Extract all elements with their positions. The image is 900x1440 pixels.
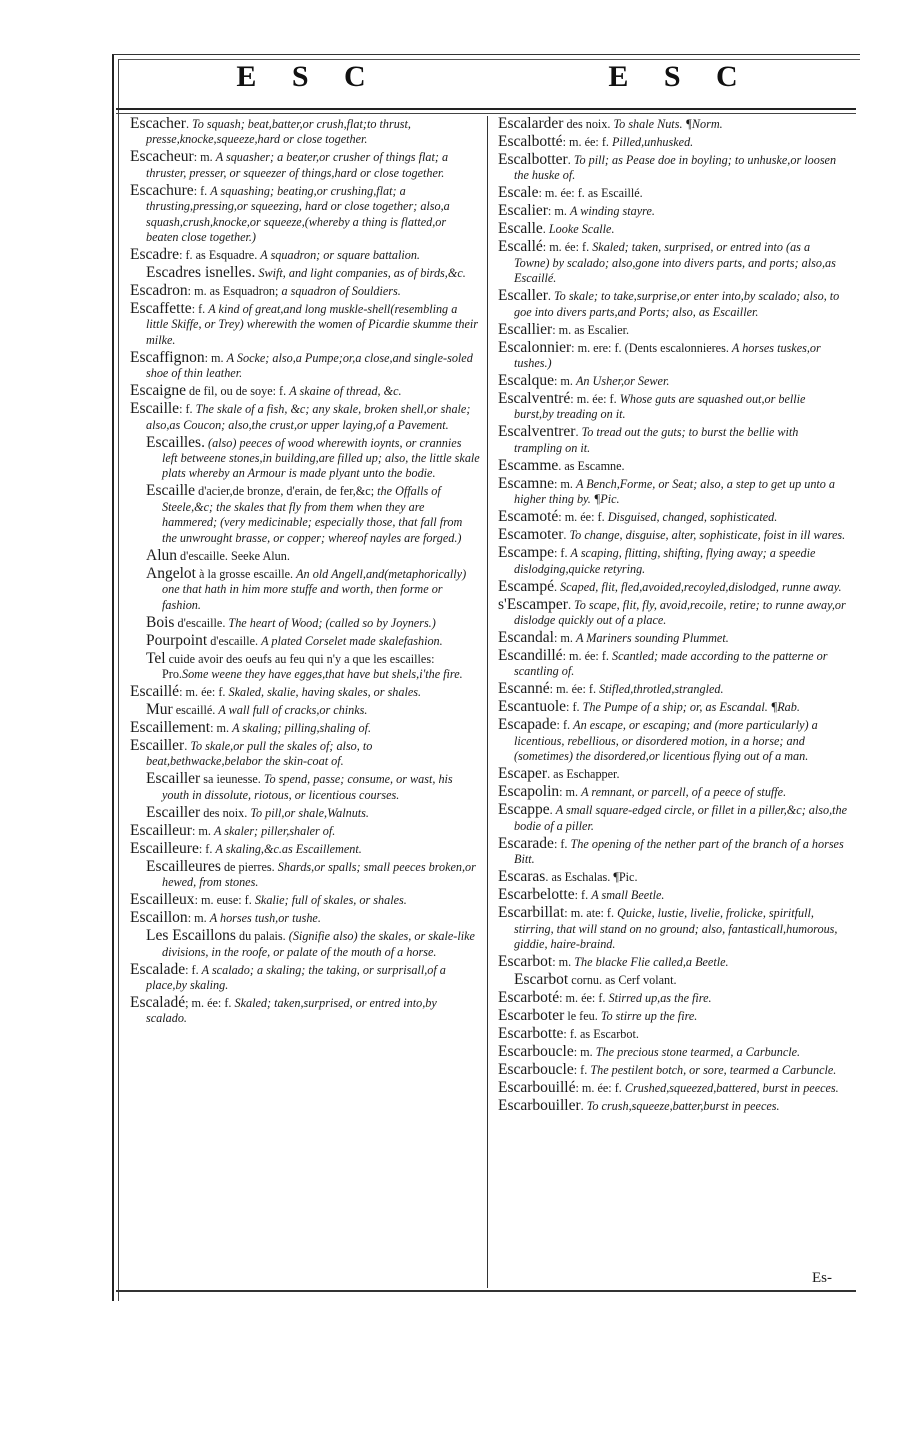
entry-headword: Escallier xyxy=(498,320,553,338)
entry-grammar: d'acier,de bronze, d'erain, de fer,&c; xyxy=(195,484,378,499)
dictionary-entry xyxy=(498,717,848,764)
dictionary-entry xyxy=(130,771,480,803)
entry-grammar: : m. ée: f. xyxy=(542,240,593,255)
entry-grammar: : f. xyxy=(185,962,202,977)
entry-gloss: The precious stone tearmed, a Carbuncle. xyxy=(595,1044,801,1059)
entry-gloss: (also) peeces of wood wherewith ioynts, or crannies left betweene stones,in building,are filled up; also, the little skale plats whereby an Armour is made plyant unto the bodie. xyxy=(162,435,480,481)
entry-gloss: A scalado; a skaling; the taking, or surprisall,of a place,by skaling. xyxy=(146,962,446,992)
entry-grammar: : m. xyxy=(210,720,233,735)
entry-gloss: Quicke, lustie, livelie, frolicke, spiritfull, stirring, that will stand on no ground; also, fantasticall,humorous, giddie, haire-braind. xyxy=(514,906,838,951)
entry-gloss: To shale Nuts. ¶Norm. xyxy=(613,117,723,131)
entry-gloss: a squadron of Souldiers. xyxy=(281,284,401,299)
entry-grammar: : m. xyxy=(547,204,570,219)
entry-gloss: A wall full of cracks,or chinks. xyxy=(218,702,368,717)
entry-grammar: des noix. xyxy=(563,117,614,131)
header-rule xyxy=(116,108,856,110)
entry-headword: Mur xyxy=(146,700,173,718)
entry-grammar: : m. ée: f. xyxy=(562,135,612,149)
entry-gloss: A Mariners sounding Plummet. xyxy=(575,631,729,646)
entry-grammar: à la grosse escaille. xyxy=(195,566,297,581)
dictionary-entry xyxy=(498,836,848,868)
entry-headword: Escamoté xyxy=(498,508,559,526)
dictionary-entry xyxy=(130,548,480,564)
entry-grammar: : m. ée: f. xyxy=(575,1080,625,1095)
entry-headword: Escalventré xyxy=(498,390,571,408)
entry-grammar: : m. xyxy=(573,1044,596,1059)
entry-headword: Escadres isnelles. xyxy=(146,264,256,282)
dictionary-entry xyxy=(498,476,848,508)
entry-grammar: . xyxy=(553,579,561,594)
dictionary-entry xyxy=(498,221,848,237)
entry-headword: Escarbillat xyxy=(498,904,565,922)
entry-headword: Escarbotte xyxy=(498,1024,564,1042)
entry-headword: Escailles. xyxy=(146,433,205,451)
dictionary-entry xyxy=(130,183,480,246)
entry-headword: Escarbot xyxy=(498,952,553,970)
entry-grammar: : m. xyxy=(552,954,575,969)
entry-grammar: d'escaille. xyxy=(207,633,262,648)
dictionary-entry xyxy=(130,566,480,613)
entry-headword: Escaper xyxy=(498,765,548,783)
entry-headword: Bois xyxy=(146,613,175,631)
entry-gloss: To pill,or shale,Walnuts. xyxy=(250,805,369,820)
dictionary-entry xyxy=(498,648,848,680)
entry-grammar: cuide avoir des oeufs au feu qui n'y a que les escailles: Pro. xyxy=(162,651,435,681)
entry-grammar: : m. euse: f. xyxy=(194,893,255,908)
dictionary-entry xyxy=(130,116,480,148)
dictionary-entry xyxy=(498,802,848,834)
entry-headword: Escapolin xyxy=(498,783,560,801)
dictionary-entry xyxy=(498,373,848,389)
entry-grammar: : f. xyxy=(574,888,592,903)
entry-gloss: To stirre up the fire. xyxy=(600,1008,698,1023)
dictionary-entry xyxy=(498,239,848,286)
entry-gloss: Skaled; taken,surprised, or entred into,by scalado. xyxy=(146,995,437,1026)
entry-gloss: the Offalls of Steele,&c; the skales that fly from them when they are hammered; (very medicinable; especially those, that fall from the unwrought brasse, or copper; whereof nayles are forged.) xyxy=(162,484,463,545)
entry-gloss: To squash; beat,batter,or crush,flat;to thrust, presse,knocke,squeeze,hard or close together. xyxy=(146,117,411,147)
entry-gloss: The pestilent botch, or sore, tearmed a Carbuncle. xyxy=(590,1062,837,1077)
dictionary-entry xyxy=(130,738,480,770)
dictionary-entry xyxy=(498,630,848,646)
entry-headword: Escampé xyxy=(498,577,554,595)
entry-grammar: . xyxy=(184,738,191,753)
dictionary-entry xyxy=(498,1008,848,1024)
entry-gloss: Pilled,unhusked. xyxy=(611,135,694,149)
entry-gloss: The heart of Wood; (called so by Joyners.) xyxy=(228,615,436,630)
entry-gloss: To tread out the guts; to burst the bellie with trampling on it. xyxy=(514,425,799,455)
dictionary-entry xyxy=(130,265,480,281)
entry-gloss: A skaling; pilling,shaling of. xyxy=(232,720,371,735)
entry-headword: Escampe xyxy=(498,544,554,562)
entry-gloss: Scaped, flit, fled,avoided,recoyled,dislodged, runne away. xyxy=(560,579,842,594)
entry-grammar: : m. ée: f. xyxy=(562,649,612,664)
entry-gloss: A squasher; a beater,or crusher of things flat; a thruster, presser, or squeezer of things,hard or close together. xyxy=(146,150,449,180)
entry-grammar: : m. ée: f. xyxy=(559,990,609,1005)
entry-gloss: A skaling,&c.as Escaillement. xyxy=(215,841,362,856)
dictionary-entry xyxy=(130,910,480,926)
entry-gloss: To pill; as Pease doe in boyling; to unhuske,or loosen the huske of. xyxy=(514,153,837,183)
entry-headword: Alun xyxy=(146,546,177,564)
entry-grammar: ; m. ée: f. xyxy=(185,995,235,1010)
dictionary-entry xyxy=(498,116,848,132)
dictionary-entry xyxy=(130,720,480,736)
entry-headword: Escaffette xyxy=(130,300,192,318)
dictionary-entry xyxy=(498,527,848,543)
dictionary-entry xyxy=(498,681,848,697)
entry-grammar: : f. xyxy=(191,302,209,317)
entry-headword: Escanné xyxy=(498,680,550,698)
entry-gloss: A horses tush,or tushe. xyxy=(209,911,321,926)
entry-grammar: : m. xyxy=(191,823,214,838)
entry-headword: Escarbouillé xyxy=(498,1078,576,1096)
dictionary-entry xyxy=(498,391,848,423)
entry-headword: Escadron xyxy=(130,282,188,300)
entry-gloss: To skale,or pull the skales of; also, to beat,bethwacke,belabor the skin-coat of. xyxy=(146,738,373,769)
dictionary-entry xyxy=(130,651,480,683)
entry-headword: Escaillement xyxy=(130,718,211,736)
entry-gloss: A remnant, or parcell, of a peece of stuffe. xyxy=(581,785,787,800)
entry-grammar: . xyxy=(567,153,574,167)
entry-grammar: : m. ée: f. xyxy=(570,392,620,407)
entry-headword: Escaladé xyxy=(130,993,186,1011)
entry-headword: Escarbelotte xyxy=(498,886,575,904)
dictionary-entry xyxy=(130,383,480,399)
entry-grammar: d'escaille. Seeke Alun. xyxy=(177,548,290,563)
entry-headword: Escarbot xyxy=(514,970,569,988)
entry-grammar: de pierres. xyxy=(220,859,278,874)
entry-gloss: An old Angell,and(metaphorically) one that hath in him more stuffe and worth, then forme or fashion. xyxy=(162,566,467,612)
entry-headword: Escailler xyxy=(146,803,201,821)
entry-headword: Escaille xyxy=(146,482,196,500)
entry-headword: Escantuole xyxy=(498,698,567,716)
entry-grammar: : m. ée: f. xyxy=(558,510,608,525)
dictionary-entry xyxy=(498,869,848,885)
entry-headword: Escapade xyxy=(498,716,557,734)
dictionary-entry xyxy=(130,149,480,181)
dictionary-entry xyxy=(498,288,848,320)
dictionary-entry xyxy=(498,1044,848,1060)
entry-grammar: . xyxy=(549,803,556,818)
entry-gloss: An Usher,or Sewer. xyxy=(575,374,670,389)
entry-grammar: des noix. xyxy=(200,805,251,820)
dictionary-entry xyxy=(130,962,480,994)
entry-grammar: : f. xyxy=(556,718,574,733)
entry-headword: Escarboter xyxy=(498,1006,565,1024)
entry-grammar: sa ieunesse. xyxy=(200,772,264,787)
entry-gloss: A Socke; also,a Pumpe;or,a close,and single-soled shoe of thin leather. xyxy=(146,350,473,381)
entry-gloss: Some weene they have egges,that have but shels,i'the fire. xyxy=(181,666,463,681)
right-column xyxy=(498,116,848,1116)
entry-gloss: Skalie; full of skales, or shales. xyxy=(254,893,407,908)
entry-grammar: le feu. xyxy=(564,1008,601,1023)
dictionary-entry xyxy=(498,203,848,219)
entry-headword: Les Escaillons xyxy=(146,927,236,945)
dictionary-entry xyxy=(130,823,480,839)
entry-grammar: : f. as Esquadre. xyxy=(179,248,261,263)
entry-headword: Tel xyxy=(146,649,166,667)
entry-gloss: The skale of a fish, &c; any skale, broken shell,or shale; also,as Coucon; also,the crust,or upper laying,of a Pavement. xyxy=(146,402,471,432)
entry-gloss: A small Beetle. xyxy=(591,888,665,903)
entry-headword: Escailleure xyxy=(130,839,199,857)
dictionary-entry xyxy=(130,805,480,821)
entry-grammar: : f. xyxy=(179,402,196,417)
entry-headword: Escalventrer xyxy=(498,423,576,441)
entry-gloss: Stifled,throtled,strangled. xyxy=(599,682,724,697)
dictionary-entry xyxy=(498,509,848,525)
entry-gloss: To scape, flit, fly, avoid,recoile, retire; to runne away,or dislodge quickly out of a place. xyxy=(514,597,846,628)
entry-grammar: de fil, ou de soye: f. xyxy=(185,384,290,399)
entry-headword: Escaller xyxy=(498,287,548,305)
dictionary-entry xyxy=(498,1062,848,1078)
entry-headword: Escailler xyxy=(130,736,185,754)
dictionary-entry xyxy=(498,545,848,577)
entry-headword: Escaille xyxy=(130,400,180,418)
entry-grammar: : m. xyxy=(559,785,582,800)
dictionary-entry xyxy=(498,579,848,595)
entry-headword: Escarbouiller xyxy=(498,1096,581,1114)
entry-grammar: . as Eschalas. ¶Pic. xyxy=(545,870,638,885)
entry-headword: Escalarder xyxy=(498,115,564,132)
entry-grammar: : m. as Esquadron; xyxy=(187,284,282,299)
entry-gloss: A skaine of thread, &c. xyxy=(289,384,402,399)
entry-headword: Escalque xyxy=(498,372,554,390)
entry-headword: s'Escamper xyxy=(498,595,568,613)
entry-grammar: : m. ere: f. (Dents escalonnieres. xyxy=(571,340,732,355)
entry-grammar: : m. xyxy=(187,911,210,926)
dictionary-entry xyxy=(498,766,848,782)
entry-headword: Escamme xyxy=(498,456,559,474)
entry-grammar: : m. ée: f. xyxy=(179,684,229,699)
entry-grammar: : f. xyxy=(553,546,571,561)
dictionary-entry xyxy=(498,1080,848,1096)
dictionary-entry xyxy=(498,887,848,903)
entry-gloss: The opening of the nether part of the branch of a horses Bitt. xyxy=(514,836,844,867)
dictionary-entry xyxy=(498,340,848,372)
dictionary-entry xyxy=(130,483,480,546)
dictionary-entry xyxy=(498,134,848,150)
entry-headword: Escacher xyxy=(130,115,186,132)
dictionary-entry xyxy=(130,859,480,891)
entry-headword: Escalade xyxy=(130,960,186,978)
dictionary-entry xyxy=(130,928,480,960)
entry-headword: Escallé xyxy=(498,238,543,256)
entry-headword: Escadre xyxy=(130,246,180,264)
entry-gloss: The blacke Flie called,a Beetle. xyxy=(574,954,729,969)
dictionary-entry xyxy=(130,247,480,263)
entry-headword: Escalier xyxy=(498,202,548,220)
entry-grammar: . xyxy=(580,1098,587,1113)
entry-grammar: : m. xyxy=(193,150,216,165)
dictionary-entry xyxy=(498,699,848,715)
entry-grammar: : f. xyxy=(193,183,211,198)
left-column xyxy=(130,116,480,1028)
entry-gloss: Whose guts are squashed out,or bellie burst,by treading on it. xyxy=(514,392,806,422)
entry-gloss: Skaled, skalie, having skales, or shales. xyxy=(228,684,422,699)
entry-grammar: : f. xyxy=(553,836,571,851)
entry-headword: Escalbotté xyxy=(498,133,563,150)
entry-headword: Escaffignon xyxy=(130,348,205,366)
entry-gloss: Swift, and light companies, as of birds,&c. xyxy=(258,266,466,281)
entry-grammar: : m. ée: f. as Escaillé. xyxy=(538,186,643,201)
entry-gloss: Crushed,squeezed,battered, burst in peeces. xyxy=(624,1080,839,1095)
entry-grammar: : f. xyxy=(566,700,583,715)
entry-grammar: : f. xyxy=(573,1062,591,1077)
dictionary-entry xyxy=(498,1098,848,1114)
entry-headword: Escalonnier xyxy=(498,338,572,356)
entry-headword: Escailleur xyxy=(130,821,192,839)
entry-grammar: : f. xyxy=(198,841,216,856)
entry-grammar: . xyxy=(547,289,555,304)
dictionary-entry xyxy=(498,152,848,184)
running-head-right: E S C xyxy=(608,60,752,93)
entry-gloss: A horses tuskes,or tushes.) xyxy=(514,340,821,371)
dictionary-entry xyxy=(498,905,848,952)
entry-gloss: To crush,squeeze,batter,burst in peeces. xyxy=(586,1098,780,1113)
entry-grammar: : m. xyxy=(553,631,576,646)
entry-gloss: Looke Scalle. xyxy=(548,222,615,237)
entry-headword: Escailleures xyxy=(146,857,221,875)
entry-headword: Angelot xyxy=(146,564,196,582)
dictionary-entry xyxy=(130,702,480,718)
entry-headword: Escachure xyxy=(130,181,194,199)
dictionary-entry xyxy=(498,954,848,970)
entry-headword: Escarboté xyxy=(498,988,560,1006)
dictionary-entry xyxy=(498,458,848,474)
entry-grammar: : m. ée: f. xyxy=(549,682,600,697)
entry-headword: Escarboucle xyxy=(498,1060,574,1078)
dictionary-entry xyxy=(130,633,480,649)
entry-gloss: Skaled; taken, surprised, or entred into (as a Towne) by scalado; also,gone into divers parts, and ports; also,as Escaillé. xyxy=(514,240,836,286)
bottom-rule xyxy=(116,1290,856,1292)
entry-headword: Escalbotter xyxy=(498,151,568,168)
entry-headword: Escappe xyxy=(498,801,550,819)
entry-grammar: : m. as Escalier. xyxy=(552,322,630,337)
entry-grammar: d'escaille. xyxy=(174,615,229,630)
dictionary-entry xyxy=(130,401,480,433)
entry-headword: Escandal xyxy=(498,629,554,647)
entry-grammar: cornu. as Cerf volant. xyxy=(568,972,677,987)
entry-gloss: Stirred up,as the fire. xyxy=(608,990,712,1005)
entry-gloss: A skaler; piller,shaler of. xyxy=(214,823,336,838)
entry-grammar: : m. xyxy=(204,350,227,365)
entry-headword: Escalle xyxy=(498,220,543,238)
dictionary-entry xyxy=(130,684,480,700)
entry-gloss: A plated Corselet made skalefashion. xyxy=(261,633,443,648)
entry-gloss: An escape, or escaping; and (more particularly) a licentious, rebellious, or disordered motion, in a horse; and (sometimes) the disordered,or licentious flying out of a man. xyxy=(514,718,818,764)
entry-gloss: A Bench,Forme, or Seat; also, a step to get up unto a higher thing by. ¶Pic. xyxy=(514,476,836,507)
entry-grammar: escaillé. xyxy=(172,702,219,717)
running-head-left: E S C xyxy=(236,60,380,93)
dictionary-entry xyxy=(498,424,848,456)
entry-gloss: (Signifie also) the skales, or skale-like divisions, in the roofe, or palate of the mouth of a horse. xyxy=(162,929,475,959)
dictionary-entry xyxy=(130,615,480,631)
entry-grammar: . as Escamne. xyxy=(558,458,625,473)
dictionary-entry xyxy=(130,435,480,482)
column-divider xyxy=(487,116,488,1288)
dictionary-entry xyxy=(498,784,848,800)
entry-headword: Escaillé xyxy=(130,682,180,700)
entry-headword: Escale xyxy=(498,184,539,202)
entry-headword: Escacheur xyxy=(130,148,194,166)
entry-headword: Escaillon xyxy=(130,909,188,927)
entry-grammar: . xyxy=(185,117,193,131)
dictionary-entry xyxy=(498,597,848,629)
entry-headword: Escarboucle xyxy=(498,1042,574,1060)
entry-headword: Escaigne xyxy=(130,382,186,400)
entry-gloss: A squashing; beating,or crushing,flat; a thrusting,pressing,or squeezing, hard or close together; also,a squash,crush,knocke,or squeeze,(whereby a thing is flatted,or beaten close together.) xyxy=(146,183,450,245)
entry-gloss: To skale; to take,surprise,or enter into,by scalado; also, to goe into divers parts,and Ports; also, as Escailler. xyxy=(514,289,840,319)
entry-grammar: . as Eschapper. xyxy=(547,767,620,782)
dictionary-entry xyxy=(498,322,848,338)
entry-gloss: Scantled; made according to the patterne or scantling of. xyxy=(514,649,828,679)
entry-gloss: A squadron; or square battalion. xyxy=(260,248,420,263)
dictionary-entry xyxy=(130,283,480,299)
entry-grammar: : m. xyxy=(553,476,576,491)
entry-headword: Escailler xyxy=(146,770,201,788)
entry-gloss: The Pumpe of a ship; or, as Escandal. ¶Rab. xyxy=(582,700,800,715)
entry-grammar: . xyxy=(567,597,575,612)
entry-headword: Escamoter xyxy=(498,526,564,544)
entry-grammar: du palais. xyxy=(235,929,289,944)
entry-headword: Escandillé xyxy=(498,647,563,665)
entry-grammar: . xyxy=(563,528,570,543)
dictionary-entry xyxy=(498,1026,848,1042)
dictionary-entry xyxy=(130,892,480,908)
entry-gloss: A kind of great,and long muskle-shell(resembling a little Skiffe, or Trey) wherewith the women of Picardie skumme their milke. xyxy=(146,302,479,347)
entry-headword: Pourpoint xyxy=(146,631,208,649)
entry-grammar: . xyxy=(542,222,549,237)
dictionary-entry xyxy=(498,972,848,988)
entry-headword: Escamne xyxy=(498,474,554,492)
entry-gloss: To change, disguise, alter, sophisticate, foist in ill wares. xyxy=(569,528,846,543)
catchword: Es- xyxy=(812,1270,832,1286)
entry-grammar: : f. as Escarbot. xyxy=(563,1026,639,1041)
entry-grammar: : m. ate: f. xyxy=(564,906,618,921)
entry-gloss: A small square-edged circle, or fillet in a piller,&c; also,the bodie of a piller. xyxy=(514,803,848,833)
entry-headword: Escarade xyxy=(498,834,554,852)
entry-gloss: Shards,or spalls; small peeces broken,or hewed, from stones. xyxy=(162,859,476,890)
dictionary-entry xyxy=(130,350,480,382)
dictionary-entry xyxy=(130,995,480,1027)
entry-gloss: A scaping, flitting, shifting, flying away; a speedie dislodging,quicke retyring. xyxy=(514,546,816,576)
entry-headword: Escailleux xyxy=(130,891,195,909)
entry-gloss: To spend, passe; consume, or wast, his youth in dissolute, riotous, or licentious courses. xyxy=(162,772,453,802)
entry-gloss: A winding stayre. xyxy=(569,204,655,219)
entry-headword: Escaras xyxy=(498,868,546,886)
dictionary-entry xyxy=(498,990,848,1006)
dictionary-entry xyxy=(130,841,480,857)
entry-gloss: Disguised, changed, sophisticated. xyxy=(607,510,778,525)
dictionary-entry xyxy=(498,185,848,201)
dictionary-entry xyxy=(130,301,480,348)
entry-grammar: : m. xyxy=(553,374,576,389)
entry-grammar: . xyxy=(575,425,582,440)
